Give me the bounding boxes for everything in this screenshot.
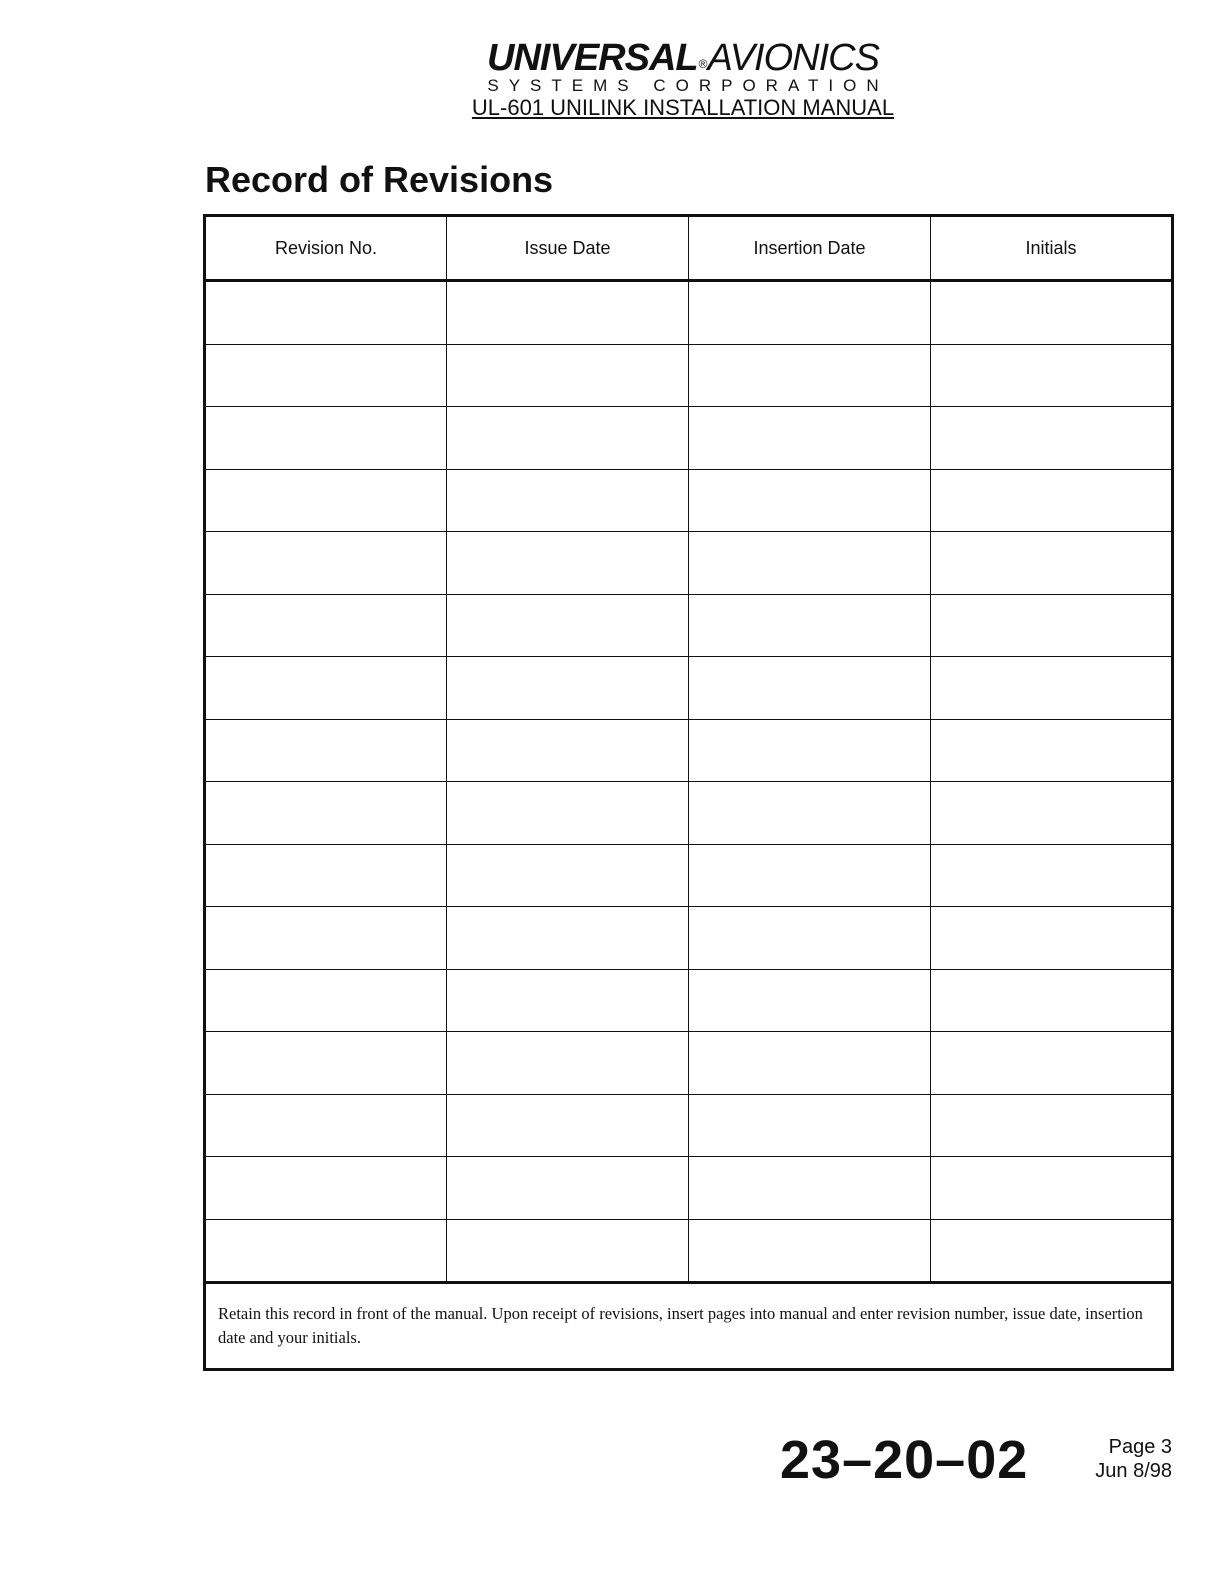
page-info	[1060, 1435, 1172, 1483]
insertion-date-cell[interactable]	[689, 344, 931, 407]
insertion-date-cell[interactable]	[689, 657, 931, 720]
issue-date-cell[interactable]	[447, 782, 689, 845]
issue-date-cell[interactable]	[447, 532, 689, 595]
registered-mark: ®	[698, 57, 707, 71]
insertion-date-cell[interactable]	[689, 782, 931, 845]
revision-no-cell[interactable]	[205, 344, 447, 407]
revision-date: Jun 8/98	[1095, 1460, 1172, 1482]
initials-cell[interactable]	[931, 281, 1173, 345]
issue-date-cell[interactable]	[447, 1157, 689, 1220]
issue-date-cell[interactable]	[447, 469, 689, 532]
issue-date-cell[interactable]	[447, 907, 689, 970]
initials-cell[interactable]	[931, 407, 1173, 470]
insertion-date-cell[interactable]	[689, 1094, 931, 1157]
table-row	[205, 407, 1173, 470]
initials-cell[interactable]	[931, 969, 1173, 1032]
table-row	[205, 344, 1173, 407]
revision-no-cell[interactable]	[205, 1219, 447, 1283]
section-code: 23–20–02	[780, 1430, 1029, 1490]
issue-date-cell[interactable]	[447, 969, 689, 1032]
table-row	[205, 1032, 1173, 1095]
insertion-date-cell[interactable]	[689, 719, 931, 782]
revision-no-cell[interactable]	[205, 844, 447, 907]
issue-date-cell[interactable]	[447, 1094, 689, 1157]
revision-no-cell[interactable]	[205, 1157, 447, 1220]
issue-date-cell[interactable]	[447, 844, 689, 907]
revision-no-cell[interactable]	[205, 969, 447, 1032]
table-row	[205, 281, 1173, 345]
manual-title: UL-601 UNILINK INSTALLATION MANUAL	[471, 95, 895, 120]
table-row	[205, 1219, 1173, 1283]
column-header-initials: Initials	[931, 216, 1173, 281]
revision-no-cell[interactable]	[205, 281, 447, 345]
revision-no-cell[interactable]	[205, 1032, 447, 1095]
table-row	[205, 657, 1173, 720]
column-header-issue-date: Issue Date	[447, 216, 689, 281]
logo-avionics: AVIONICS	[707, 37, 879, 79]
insertion-date-cell[interactable]	[689, 1219, 931, 1283]
insertion-date-cell[interactable]	[689, 594, 931, 657]
revisions-table	[203, 214, 1174, 1371]
initials-cell[interactable]	[931, 657, 1173, 720]
table-row	[205, 969, 1173, 1032]
table-row	[205, 1094, 1173, 1157]
insertion-date-cell[interactable]	[689, 907, 931, 970]
table-header-row	[205, 216, 1173, 281]
initials-cell[interactable]	[931, 1157, 1173, 1220]
insertion-date-cell[interactable]	[689, 532, 931, 595]
document-header	[0, 38, 1221, 122]
issue-date-cell[interactable]	[447, 344, 689, 407]
table-body	[205, 281, 1173, 1283]
page-title: Record of Revisions	[205, 159, 554, 200]
initials-cell[interactable]	[931, 344, 1173, 407]
revision-no-cell[interactable]	[205, 782, 447, 845]
column-header-revision-no: Revision No.	[205, 216, 447, 281]
insertion-date-cell[interactable]	[689, 1157, 931, 1220]
revision-no-cell[interactable]	[205, 469, 447, 532]
company-logo	[0, 38, 1221, 78]
column-header-insertion-date: Insertion Date	[689, 216, 931, 281]
initials-cell[interactable]	[931, 782, 1173, 845]
insertion-date-cell[interactable]	[689, 969, 931, 1032]
initials-cell[interactable]	[931, 1032, 1173, 1095]
revision-no-cell[interactable]	[205, 657, 447, 720]
initials-cell[interactable]	[931, 844, 1173, 907]
revision-no-cell[interactable]	[205, 532, 447, 595]
initials-cell[interactable]	[931, 532, 1173, 595]
issue-date-cell[interactable]	[447, 657, 689, 720]
table-row	[205, 844, 1173, 907]
logo-universal: UNIVERSAL	[487, 37, 698, 79]
issue-date-cell[interactable]	[447, 1032, 689, 1095]
table-row	[205, 469, 1173, 532]
revision-no-cell[interactable]	[205, 594, 447, 657]
issue-date-cell[interactable]	[447, 719, 689, 782]
initials-cell[interactable]	[931, 469, 1173, 532]
table-row	[205, 907, 1173, 970]
insertion-date-cell[interactable]	[689, 281, 931, 345]
corporation-line: SYSTEMS CORPORATION	[487, 76, 889, 95]
table-row	[205, 594, 1173, 657]
initials-cell[interactable]	[931, 719, 1173, 782]
issue-date-cell[interactable]	[447, 407, 689, 470]
table-row	[205, 532, 1173, 595]
table-row	[205, 719, 1173, 782]
instructions-row	[205, 1283, 1173, 1370]
revision-no-cell[interactable]	[205, 907, 447, 970]
revision-no-cell[interactable]	[205, 407, 447, 470]
table-row	[205, 782, 1173, 845]
initials-cell[interactable]	[931, 594, 1173, 657]
insertion-date-cell[interactable]	[689, 844, 931, 907]
initials-cell[interactable]	[931, 1219, 1173, 1283]
instructions-text: Retain this record in front of the manual. Upon receipt of revisions, insert pages into manual and enter revision number, issue date, insertion date and your initials.	[205, 1283, 1173, 1370]
page-number: Page 3	[1108, 1436, 1172, 1458]
initials-cell[interactable]	[931, 1094, 1173, 1157]
issue-date-cell[interactable]	[447, 281, 689, 345]
table-row	[205, 1157, 1173, 1220]
revision-no-cell[interactable]	[205, 719, 447, 782]
issue-date-cell[interactable]	[447, 594, 689, 657]
insertion-date-cell[interactable]	[689, 1032, 931, 1095]
initials-cell[interactable]	[931, 907, 1173, 970]
revision-no-cell[interactable]	[205, 1094, 447, 1157]
issue-date-cell[interactable]	[447, 1219, 689, 1283]
insertion-date-cell[interactable]	[689, 469, 931, 532]
insertion-date-cell[interactable]	[689, 407, 931, 470]
